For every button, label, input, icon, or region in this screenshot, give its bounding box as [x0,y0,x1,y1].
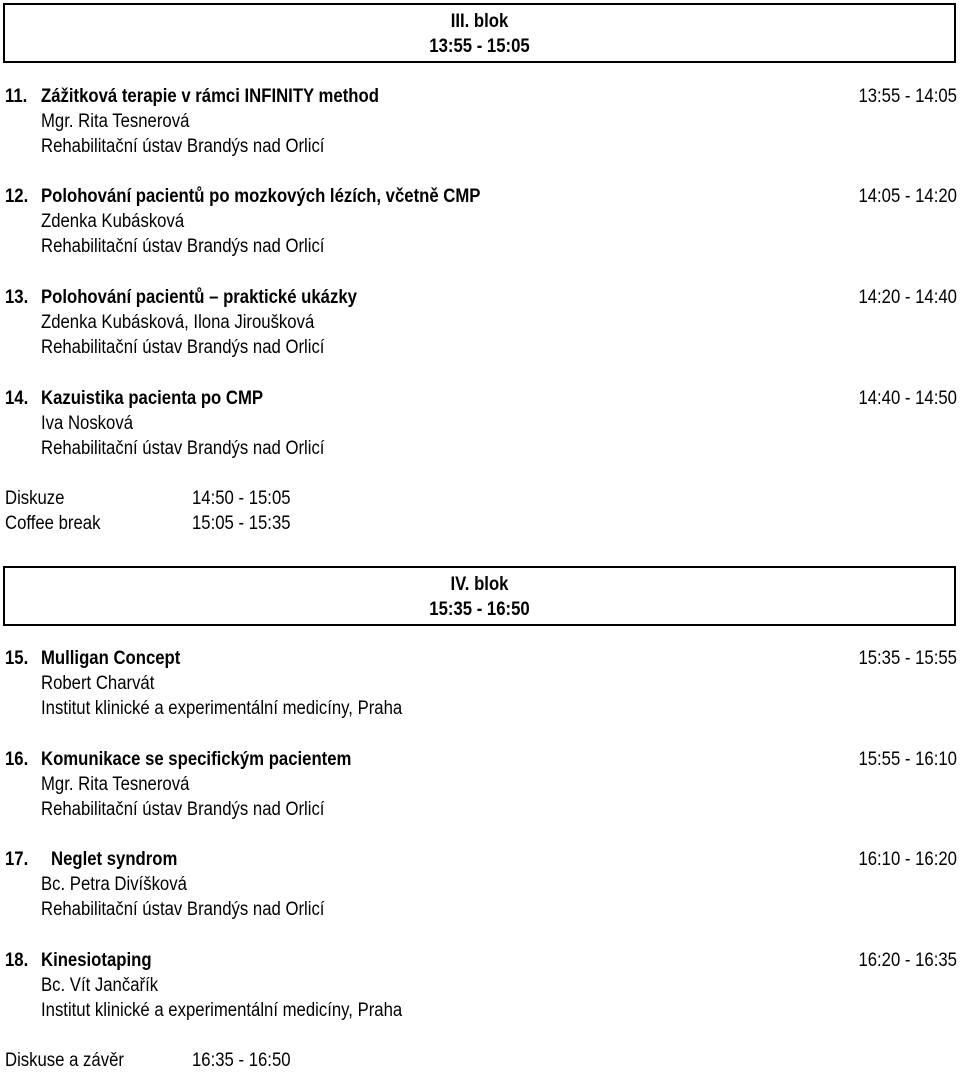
item-title: Polohování pacientů po mozkových lézích, včetně CMP [41,186,481,207]
item-speaker: Iva Nosková [41,413,134,434]
item-time: 16:20 - 16:35 [858,950,957,971]
block-4-header [3,566,956,626]
program-item-12 [5,184,957,259]
misc-time: 14:50 - 15:05 [192,488,291,509]
item-speaker: Mgr. Rita Tesnerová [41,111,190,132]
item-speaker: Bc. Petra Divíšková [41,874,187,895]
item-number: 16. [5,749,29,770]
program-item-14 [5,386,957,461]
item-title: Mulligan Concept [41,648,181,669]
program-item-15 [5,646,957,721]
item-number: 18. [5,950,29,971]
program-item-17 [5,847,957,922]
item-time: 14:40 - 14:50 [858,388,957,409]
item-time: 15:35 - 15:55 [858,648,957,669]
item-title: Komunikace se specifickým pacientem [41,749,352,770]
misc-label: Diskuse a závěr [5,1050,124,1071]
item-number: 13. [5,287,29,308]
block-4-time: 15:35 - 16:50 [429,599,530,620]
block-3-time: 13:55 - 15:05 [429,36,530,57]
item-number: 14. [5,388,29,409]
item-time: 15:55 - 16:10 [858,749,957,770]
item-number: 17. [5,849,29,870]
item-title: Kazuistika pacienta po CMP [41,388,264,409]
item-title: Polohování pacientů – praktické ukázky [41,287,357,308]
misc-label: Coffee break [5,513,101,534]
item-institution: Rehabilitační ústav Brandýs nad Orlicí [41,438,325,459]
item-institution: Rehabilitační ústav Brandýs nad Orlicí [41,899,325,920]
program-item-16 [5,747,957,822]
item-speaker: Zdenka Kubásková, Ilona Jiroušková [41,312,315,333]
program-item-18 [5,948,957,1023]
item-title: Neglet syndrom [51,849,178,870]
item-number: 12. [5,186,29,207]
misc-time: 16:35 - 16:50 [192,1050,291,1071]
block-3-title: III. blok [450,11,509,32]
item-title: Kinesiotaping [41,950,152,971]
item-speaker: Zdenka Kubásková [41,211,185,232]
item-speaker: Robert Charvát [41,673,155,694]
item-time: 13:55 - 14:05 [858,86,957,107]
program-item-11 [5,84,957,159]
item-institution: Institut klinické a experimentální medicíny, Praha [41,1000,403,1021]
block-3-header [3,3,956,63]
item-number: 15. [5,648,29,669]
misc-time: 15:05 - 15:35 [192,513,291,534]
item-institution: Rehabilitační ústav Brandýs nad Orlicí [41,136,325,157]
item-institution: Rehabilitační ústav Brandýs nad Orlicí [41,799,325,820]
misc-label: Diskuze [5,488,65,509]
program-item-13 [5,285,957,360]
item-institution: Rehabilitační ústav Brandýs nad Orlicí [41,236,325,257]
item-speaker: Mgr. Rita Tesnerová [41,774,190,795]
item-title: Zážitková terapie v rámci INFINITY method [41,86,379,107]
item-institution: Rehabilitační ústav Brandýs nad Orlicí [41,337,325,358]
item-institution: Institut klinické a experimentální medicíny, Praha [41,698,403,719]
item-number: 11. [5,86,28,107]
item-speaker: Bc. Vít Jančařík [41,975,159,996]
block-4-title: IV. blok [450,574,509,595]
item-time: 16:10 - 16:20 [858,849,957,870]
item-time: 14:20 - 14:40 [858,287,957,308]
item-time: 14:05 - 14:20 [858,186,957,207]
